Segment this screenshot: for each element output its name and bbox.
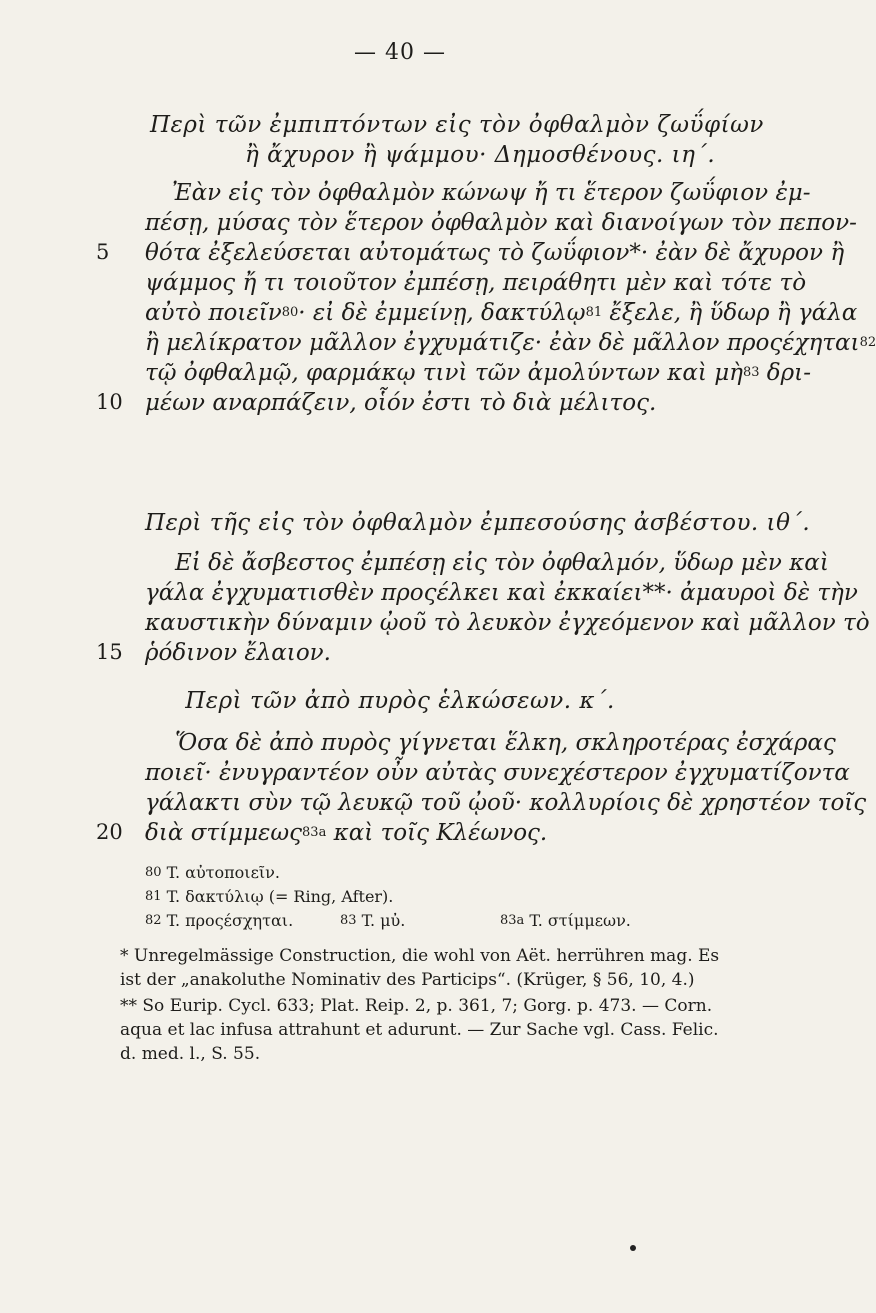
text-line: ἢ μελίκρατον μᾶλλον ἐγχυμάτιζε· ἐὰν δὲ μᾶλλον προςέχηται$^{82}$ bbox=[145, 330, 876, 356]
text-line: θότα ἐξελεύσεται αὐτομάτως τὸ ζωΰφιον*· ἐὰν δὲ ἄχυρον ἢ bbox=[145, 240, 845, 266]
text-line: ποιεῖ· ἐνυγραντέον οὖν αὐτὰς συνεχέστερον ἐγχυματίζοντα bbox=[145, 760, 850, 786]
text-line: καυστικὴν δύναμιν ᾠοῦ τὸ λευκὸν ἐγχεόμενον καὶ μᾶλλον τὸ bbox=[145, 610, 870, 636]
line-number: 10 bbox=[96, 390, 123, 414]
footnote-ref: 83a bbox=[302, 825, 327, 840]
footnote: $^{83}$ T. μὐ. bbox=[340, 911, 406, 930]
text-line: αὐτὸ ποιεῖν$^{80}$· εἰ δὲ ἐμμείνῃ, δακτύλῳ$^{81}$ ἔξελε, ἢ ὕδωρ ἢ γάλα bbox=[145, 300, 858, 326]
text-line: Εἰ δὲ ἄσβεστος ἐμπέσῃ εἰς τὸν ὀφθαλμόν, ὕδωρ μὲν καὶ bbox=[175, 550, 829, 576]
text-line: γάλακτι σὺν τῷ λευκῷ τοῦ ᾠοῦ· κολλυρίοις δὲ χρηστέον τοῖς bbox=[145, 790, 867, 816]
section-heading-1b: ἢ ἄχυρον ἢ ψάμμου· Δημοσθένους. ιη΄. bbox=[245, 142, 716, 168]
section-heading-2: Περὶ τῆς εἰς τὸν ὀφθαλμὸν ἐμπεσούσης ἀσβέστου. ιθ΄. bbox=[145, 510, 811, 536]
text-line: ῥόδινον ἔλαιον. bbox=[145, 640, 331, 666]
line-number: 5 bbox=[96, 240, 110, 264]
footnote-ref: 83 bbox=[742, 365, 760, 380]
text-line: τῷ ὀφθαλμῷ, φαρμάκῳ τινὶ τῶν ἀμολύντων καὶ μὴ$^{83}$ δρι- bbox=[145, 360, 811, 386]
editorial-note: * Unregelmässige Construction, die wohl von Aët. herrühren mag. Es ist der „anakoluthe Nominativ des Particips“. (Krüger, § 56, 10, 4.) bbox=[120, 946, 720, 990]
footnote-ref: 81 bbox=[585, 305, 603, 320]
footnote: $^{81}$ T. δακτύλιῳ (= Ring, After). bbox=[145, 887, 394, 906]
page-number: — 40 — bbox=[354, 40, 446, 65]
text-line: γάλα ἐγχυματισθὲν προςέλκει καὶ ἐκκαίει**· ἀμαυροὶ δὲ τὴν bbox=[145, 580, 858, 606]
footnote-ref: 82 bbox=[859, 335, 876, 350]
footnote: $^{82}$ T. προςέσχηται. bbox=[145, 911, 294, 930]
line-number: 20 bbox=[96, 820, 123, 844]
text-line: Ἐὰν εἰς τὸν ὀφθαλμὸν κώνωψ ἤ τι ἕτερον ζωΰφιον ἐμ- bbox=[172, 180, 811, 206]
footnote: $^{83a}$ T. στίμμεων. bbox=[500, 911, 631, 930]
text-line: διὰ στίμμεως$^{83a}$ καὶ τοῖς Κλέωνος. bbox=[145, 820, 548, 846]
editorial-note: ** So Eurip. Cycl. 633; Plat. Reip. 2, p. 361, 7; Gorg. p. 473. — Corn. aqua et lac infusa attrahunt et adurunt. — Zur Sache vgl. Cass. Felic. d. med. l., S. 55. bbox=[120, 996, 719, 1064]
text-line: πέσῃ, μύσας τὸν ἕτερον ὀφθαλμὸν καὶ διανοίγων τὸν πεπον- bbox=[145, 210, 857, 236]
section-heading-1a: Περὶ τῶν ἐμπιπτόντων εἰς τὸν ὀφθαλμὸν ζωΰφίων bbox=[150, 112, 764, 138]
text-line: ψάμμος ἤ τι τοιοῦτον ἐμπέσῃ, πειράθητι μὲν καὶ τότε τὸ bbox=[145, 270, 807, 296]
line-number: 15 bbox=[96, 640, 123, 664]
footnote: $^{80}$ T. αὐτοποιεῖν. bbox=[145, 863, 280, 882]
text-line: μέων αναρπάζειν, οἷόν ἐστι τὸ διὰ μέλιτος. bbox=[145, 390, 657, 416]
ink-speck bbox=[630, 1245, 636, 1251]
text-line: Ὅσα δὲ ἀπὸ πυρὸς γίγνεται ἕλκη, σκληροτέρας ἐσχάρας bbox=[175, 730, 836, 756]
footnote-ref: 80 bbox=[281, 305, 299, 320]
section-heading-3: Περὶ τῶν ἀπὸ πυρὸς ἑλκώσεων. κ΄. bbox=[185, 688, 615, 714]
